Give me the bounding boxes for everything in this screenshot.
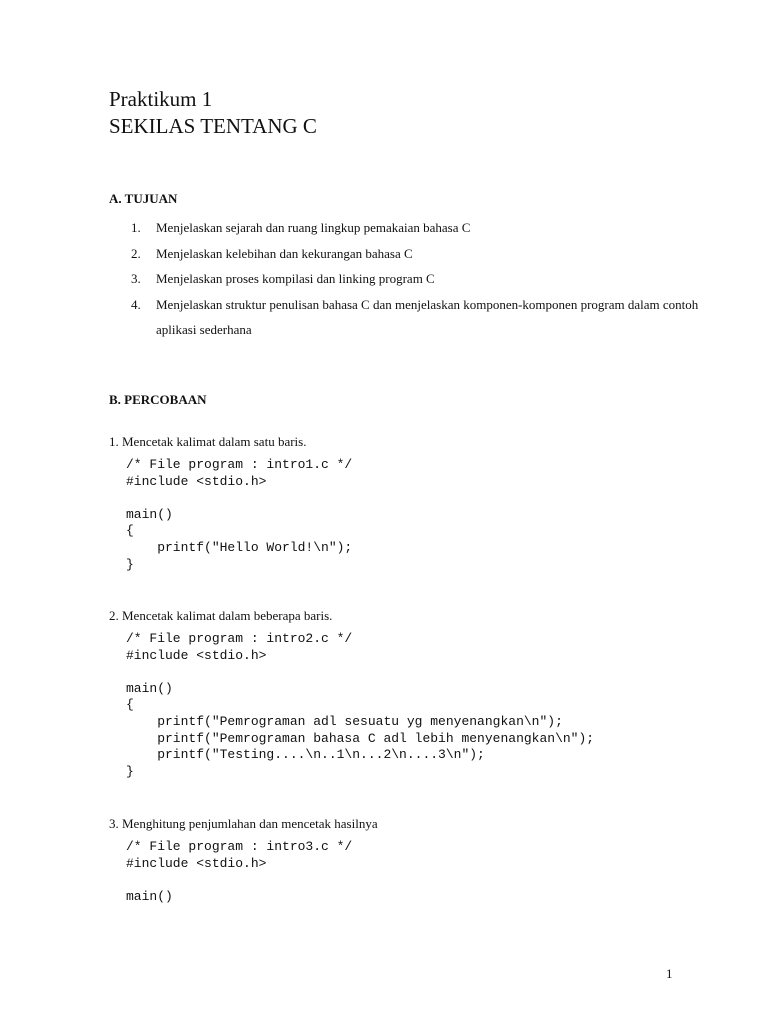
experiment-2-title: 2. Mencetak kalimat dalam beberapa baris. xyxy=(109,608,333,623)
goal-text: Menjelaskan proses kompilasi dan linking program C xyxy=(156,271,435,286)
goal-list xyxy=(109,215,716,343)
goal-number: 1. xyxy=(131,220,141,235)
goal-number: 2. xyxy=(131,245,141,261)
experiment-3-code: /* File program : intro3.c */ #include <stdio.h> main() xyxy=(126,839,353,904)
document-title-line2: SEKILAS TENTANG C xyxy=(109,114,317,138)
goal-text: Menjelaskan sejarah dan ruang lingkup pemakaian bahasa C xyxy=(156,220,471,235)
experiment-3-title: 3. Menghitung penjumlahan dan mencetak hasilnya xyxy=(109,816,378,831)
section-a-heading: A. TUJUAN xyxy=(109,191,178,206)
section-b-heading: B. PERCOBAAN xyxy=(109,392,207,407)
page-number: 1 xyxy=(666,966,673,981)
experiment-1-title: 1. Mencetak kalimat dalam satu baris. xyxy=(109,434,307,449)
experiment-1-code: /* File program : intro1.c */ #include <stdio.h> main() { printf("Hello World!\n"); } xyxy=(126,457,353,572)
goal-text: Menjelaskan kelebihan dan kekurangan bahasa C xyxy=(156,245,413,261)
document-title-line1: Praktikum 1 xyxy=(109,87,213,111)
goal-item xyxy=(109,241,716,267)
goal-text: Menjelaskan struktur penulisan bahasa C dan menjelaskan komponen-komponen program dalam contoh aplikasi sederhana xyxy=(156,296,699,337)
goal-number: 4. xyxy=(131,296,141,312)
goal-number: 3. xyxy=(131,271,141,286)
goal-item xyxy=(109,292,716,343)
goal-item xyxy=(109,266,716,292)
goal-item xyxy=(109,215,716,241)
experiment-2-code: /* File program : intro2.c */ #include <stdio.h> main() { printf("Pemrograman adl sesuatu yg menyenangkan\n"); printf("Pemrograman bahasa C adl lebih menyenangkan\n"); printf("Testing....\n..1\n...2\n....3\n"); } xyxy=(126,631,595,779)
